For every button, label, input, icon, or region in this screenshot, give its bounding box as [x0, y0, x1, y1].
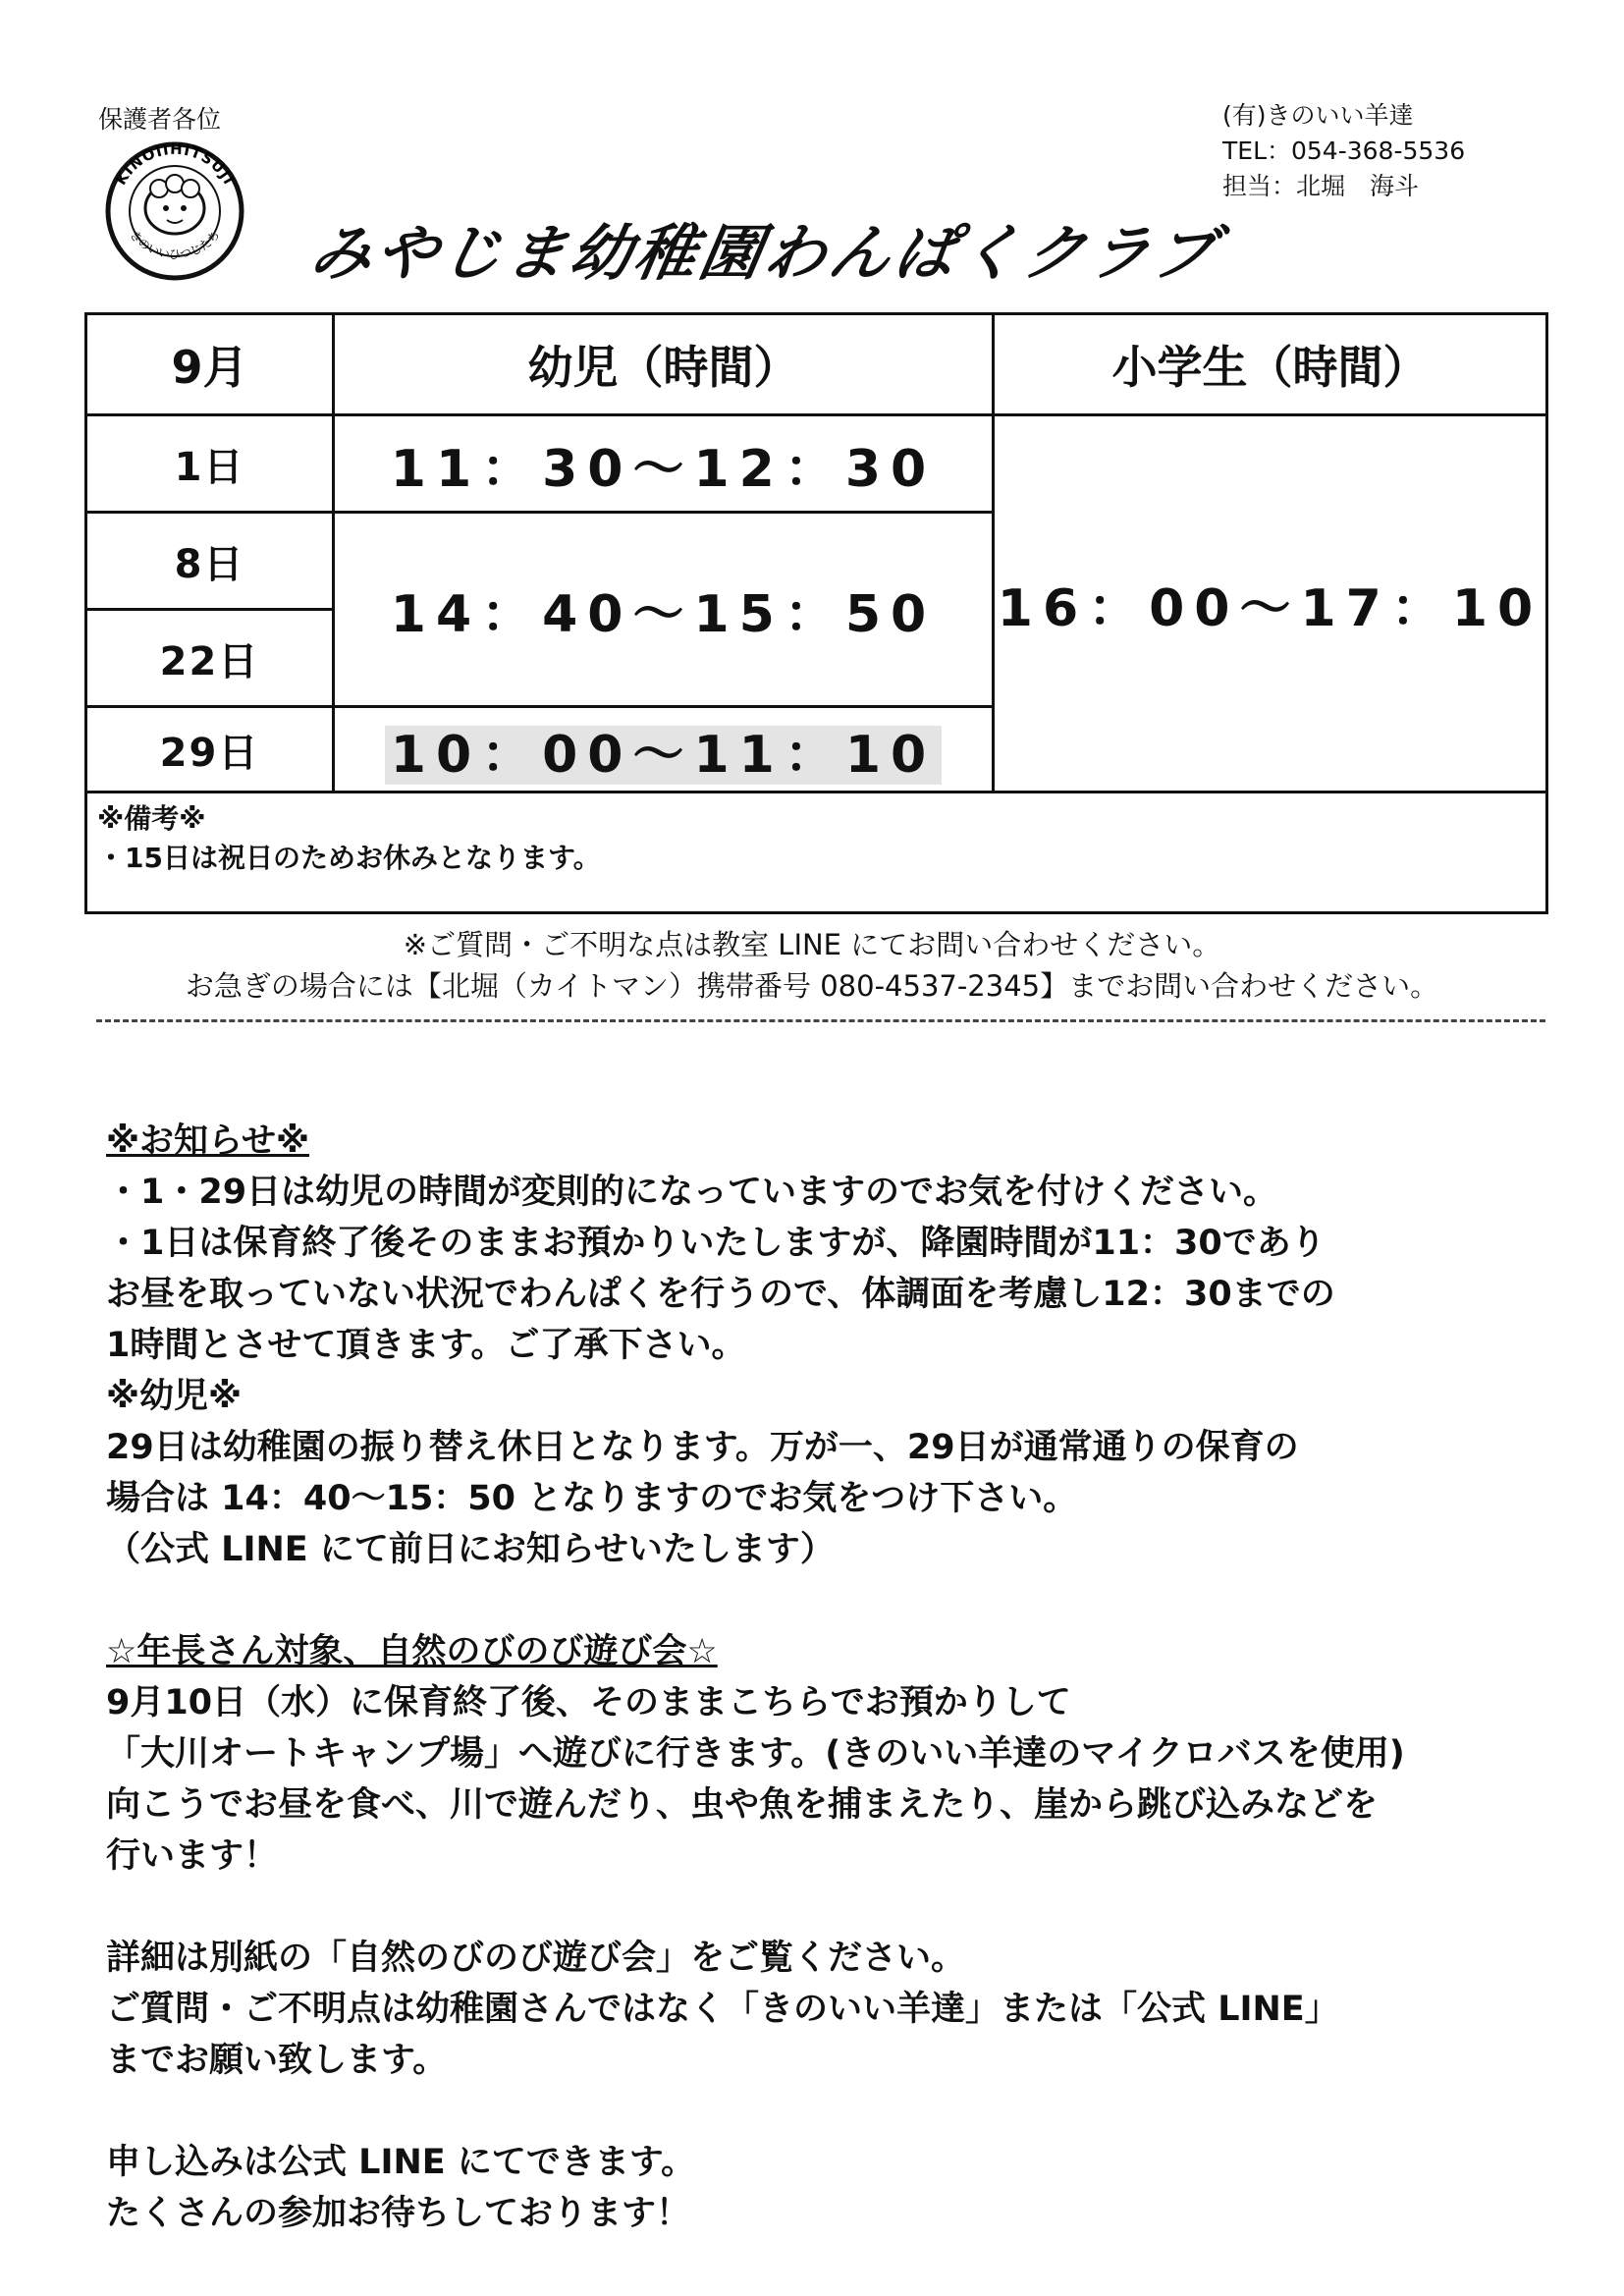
- page-title: みやじま幼稚園わんぱくクラブ: [304, 217, 1225, 289]
- notes-cell: [86, 793, 1547, 913]
- event-line: 9月10日（水）に保育終了後、そのままこちらでお預かりして: [106, 1683, 1071, 1722]
- notice-line: お昼を取っていない状況でわんぱくを行うので、体調面を考慮し12：30までの: [106, 1275, 1335, 1314]
- sheep-logo: [96, 137, 273, 285]
- day-cell: 8日: [86, 513, 334, 610]
- kids-line: 場合は 14：40～15：50 となりますのでお気をつけ下さい。: [106, 1479, 1078, 1518]
- notice-line: ・1日は保育終了後そのままお預かりいたしますが、降園時間が11：30であり: [106, 1224, 1326, 1263]
- contact-line-1: ※ご質問・ご不明な点は教室 LINE にてお問い合わせください。: [403, 928, 1221, 961]
- highlighted-time: 10：00～11：10: [385, 726, 942, 785]
- closing-line: 申し込みは公式 LINE にてできます。: [106, 2143, 696, 2182]
- month-header: 9月: [86, 314, 334, 415]
- day-cell: 1日: [86, 415, 334, 513]
- kid-time-cell: 11：30～12：30: [334, 415, 994, 513]
- kids-time-header: 幼児（時間）: [334, 314, 994, 415]
- company-tel: TEL：054-368-5536: [1222, 137, 1466, 165]
- day-cell: 29日: [86, 707, 334, 793]
- notes-title: ※備考※: [97, 802, 206, 835]
- notice-line: ・1・29日は幼児の時間が変則的になっていますのでお気を付けください。: [106, 1173, 1278, 1212]
- event-detail-line: 詳細は別紙の「自然のびのび遊び会」をご覧ください。: [106, 1939, 966, 1978]
- schedule-table: [84, 312, 1548, 914]
- notice-line: 1時間とさせて頂きます。ご了承下さい。: [106, 1326, 746, 1365]
- table-header-row: [86, 314, 1547, 415]
- contact-line-2: お急ぎの場合には【北堀（カイトマン）携帯番号 080-4537-2345】までお問い合わせください。: [185, 969, 1439, 1003]
- kids-heading: ※幼児※: [106, 1377, 243, 1416]
- kid-time-cell: [334, 707, 994, 793]
- elementary-time-header: 小学生（時間）: [994, 314, 1547, 415]
- event-heading: ☆年長さん対象、自然のびのび遊び会☆: [106, 1632, 718, 1671]
- dashed-divider: [96, 1019, 1545, 1022]
- notes-row: [86, 793, 1547, 913]
- event-line: 向こうでお昼を食べ、川で遊んだり、虫や魚を捕まえたり、崖から跳び込みなどを: [106, 1785, 1379, 1825]
- kids-line: （公式 LINE にて前日にお知らせいたします）: [106, 1530, 835, 1569]
- company-staff: 担当：北堀 海斗: [1222, 172, 1420, 200]
- addressee: 保護者各位: [98, 105, 222, 134]
- logo-subtext: きのいいひつじたち: [127, 227, 223, 262]
- kids-line: 29日は幼稚園の振り替え休日となります。万が一、29日が通常通りの保育の: [106, 1428, 1299, 1467]
- logo-text: KINOIIHITSUJI: [111, 139, 239, 189]
- notes-line: ・15日は祝日のためお休みとなります。: [97, 842, 601, 874]
- event-detail-line: ご質問・ご不明点は幼稚園さんではなく「きのいい羊達」または「公式 LINE」: [106, 1990, 1339, 2029]
- notice-heading: ※お知らせ※: [106, 1121, 310, 1161]
- event-line: 行います！: [106, 1836, 279, 1876]
- announcement-body: [106, 1116, 1579, 2239]
- event-detail-line: までお願い致します。: [106, 2041, 448, 2080]
- table-row: [86, 415, 1547, 513]
- closing-line: たくさんの参加お待ちしております！: [106, 2194, 691, 2233]
- event-line: 「大川オートキャンプ場」へ遊びに行きます。(きのいい羊達のマイクロバスを使用): [106, 1734, 1405, 1774]
- kid-time-cell: 14：40～15：50: [334, 513, 994, 707]
- company-name: (有)きのいい羊達: [1222, 101, 1414, 130]
- elementary-time-cell: 16：00～17：10: [994, 415, 1547, 793]
- day-cell: 22日: [86, 610, 334, 707]
- company-info: [1222, 98, 1465, 204]
